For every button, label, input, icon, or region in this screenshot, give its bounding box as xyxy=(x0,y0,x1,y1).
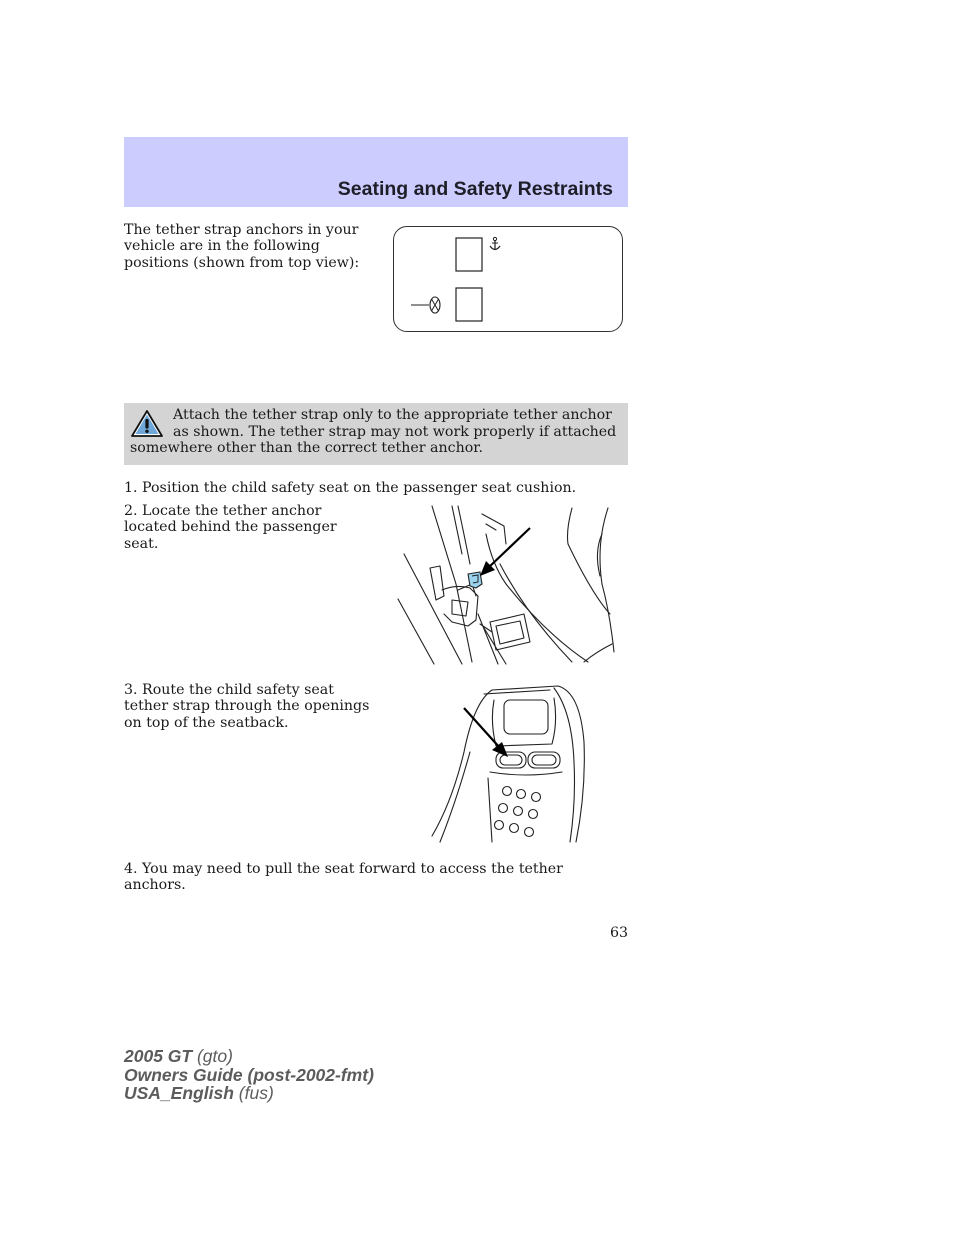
footer-line-2 xyxy=(124,1066,374,1085)
intro-paragraph: The tether strap anchors in your vehicle are in the following positions (shown from top view): xyxy=(124,222,360,271)
footer-language: USA_English xyxy=(124,1083,234,1104)
anchor-position-diagram xyxy=(393,226,623,332)
step-3-text: 3. Route the child safety seat tether strap through the openings on top of the seatback. xyxy=(124,682,370,731)
airbag-off-icon xyxy=(411,297,440,313)
document-footer xyxy=(124,1047,374,1103)
section-header xyxy=(124,137,628,207)
seatback-openings-illustration xyxy=(430,682,590,844)
page-number: 63 xyxy=(609,925,628,941)
warning-text: Attach the tether strap only to the appropriate tether anchor as shown. The tether strap may not work properly if attached somewhere other than the correct tether anchor. xyxy=(130,407,617,457)
section-title: Seating and Safety Restraints xyxy=(337,178,613,200)
footer-model-code: (gto) xyxy=(196,1046,233,1066)
step-2-text: 2. Locate the tether anchor located behind the passenger seat. xyxy=(124,503,337,552)
footer-language-code: (fus) xyxy=(238,1083,274,1104)
tether-anchor-illustration xyxy=(396,504,618,666)
step-1-text: 1. Position the child safety seat on the passenger seat cushion. xyxy=(124,480,577,496)
footer-model: 2005 GT xyxy=(124,1046,193,1066)
passenger-seat-position xyxy=(456,288,482,321)
anchor-icon xyxy=(490,237,500,250)
footer-guide: Owners Guide (post-2002-fmt) xyxy=(124,1064,374,1085)
footer-line-1 xyxy=(124,1047,374,1066)
footer-line-3 xyxy=(124,1084,374,1103)
warning-box xyxy=(124,403,628,465)
step-4-text: 4. You may need to pull the seat forward to access the tether anchors. xyxy=(124,861,563,894)
rear-seat-position xyxy=(456,238,482,271)
